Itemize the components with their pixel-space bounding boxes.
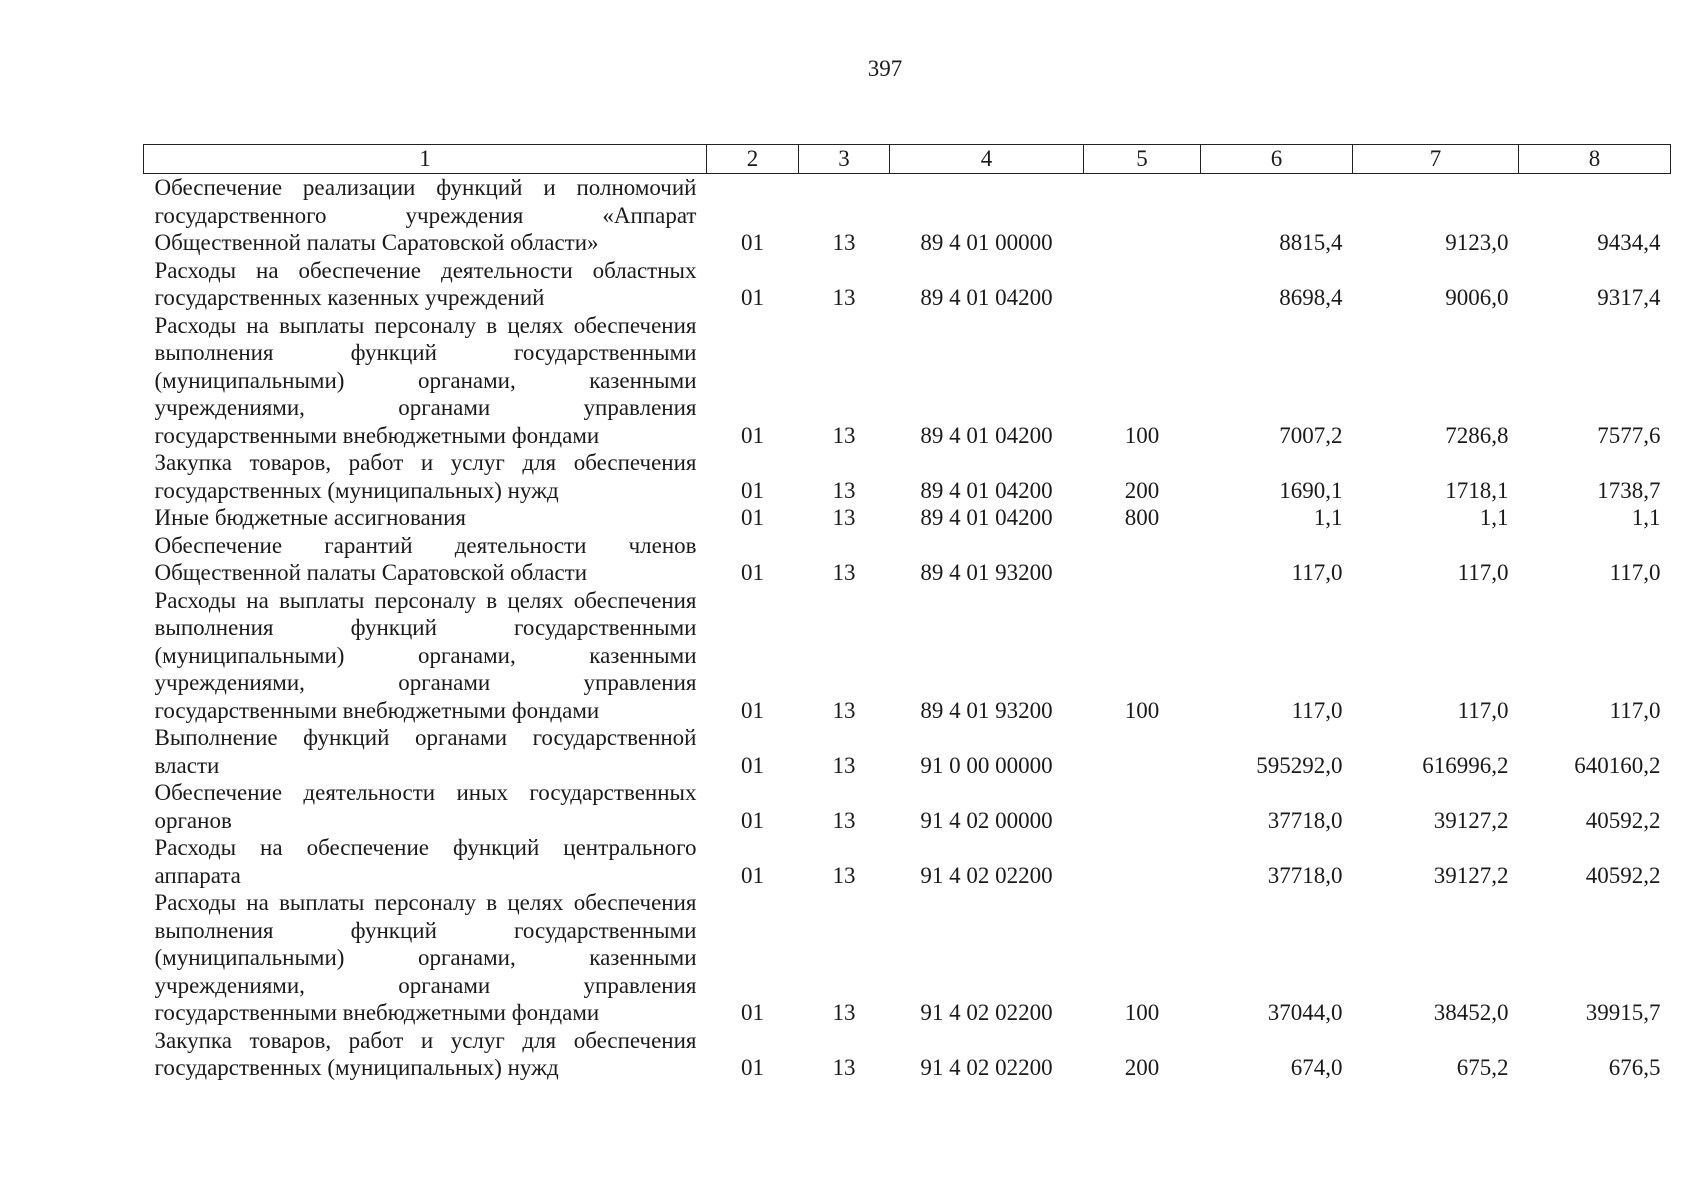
row-expense-type: 100	[1124, 422, 1160, 448]
row-name: Иные бюджетные ассигнования	[154, 505, 466, 530]
row-section: 01	[741, 285, 764, 310]
row-target-article: 89 4 01 00000	[920, 230, 1053, 255]
row-name: Расходы на выплаты персоналу в целях обеспечения выполнения функций государственными (муниципальными) органами, казенными учреждениями, органами управления государственными внебюджетными фондами	[154, 890, 697, 1025]
row-expense-type: 200	[1124, 1055, 1160, 1080]
row-subsection: 13	[832, 285, 856, 310]
row-target-article: 89 4 01 93200	[920, 560, 1053, 585]
header-col-4: 4	[890, 145, 1084, 174]
table-header	[144, 145, 1671, 174]
header-col-5: 5	[1084, 145, 1201, 174]
row-expense-type: 100	[1124, 1000, 1160, 1025]
row-expense-type	[1084, 174, 1201, 257]
header-col-8: 8	[1519, 145, 1671, 174]
row-subsection: 13	[832, 477, 856, 503]
row-section: 01	[741, 1055, 764, 1080]
row-amount-year-1: 595292,0	[1256, 752, 1343, 778]
row-amount-year-1: 117,0	[1291, 560, 1343, 585]
row-amount-year-3: 1738,7	[1597, 477, 1661, 503]
row-expense-type: 100	[1124, 697, 1160, 723]
row-section: 01	[741, 560, 764, 585]
table-row	[144, 724, 1671, 779]
row-amount-year-1: 37718,0	[1267, 807, 1343, 833]
table-row	[144, 174, 1671, 257]
row-subsection: 13	[832, 752, 856, 778]
row-subsection: 13	[832, 1000, 856, 1025]
row-target-article: 91 4 02 02200	[920, 862, 1053, 888]
row-expense-type	[1084, 779, 1201, 834]
table-row	[144, 587, 1671, 725]
row-amount-year-3: 7577,6	[1597, 422, 1661, 448]
row-name: Обеспечение гарантий деятельности членов Общественной палаты Саратовской области	[154, 532, 697, 585]
row-target-article: 89 4 01 93200	[920, 697, 1053, 723]
row-amount-year-2: 9123,0	[1445, 230, 1509, 255]
table-row	[144, 312, 1671, 450]
row-amount-year-3: 676,5	[1608, 1055, 1661, 1080]
row-subsection: 13	[832, 697, 856, 723]
row-expense-type: 200	[1124, 477, 1160, 503]
row-amount-year-3: 640160,2	[1574, 752, 1661, 778]
row-name: Расходы на выплаты персоналу в целях обеспечения выполнения функций государственными (муниципальными) органами, казенными учреждениями, органами управления государственными внебюджетными фондами	[154, 312, 697, 448]
row-amount-year-2: 9006,0	[1445, 285, 1509, 310]
row-name: Выполнение функций органами государственной власти	[154, 725, 697, 778]
row-amount-year-1: 7007,2	[1279, 422, 1343, 448]
row-subsection: 13	[832, 862, 856, 888]
row-amount-year-3: 9317,4	[1597, 285, 1661, 310]
row-section: 01	[741, 752, 764, 778]
table-row	[144, 257, 1671, 312]
row-amount-year-2: 39127,2	[1433, 807, 1509, 833]
table-row	[144, 1027, 1671, 1082]
row-section: 01	[741, 1000, 764, 1025]
row-target-article: 89 4 01 04200	[920, 422, 1053, 448]
table-row	[144, 504, 1671, 532]
header-col-7: 7	[1353, 145, 1519, 174]
row-section: 01	[741, 505, 764, 530]
row-section: 01	[741, 697, 764, 723]
row-name: Обеспечение реализации функций и полномочий государственного учреждения «Аппарат Общественной палаты Саратовской области»	[154, 175, 697, 255]
row-target-article: 89 4 01 04200	[920, 505, 1053, 530]
row-name: Расходы на обеспечение деятельности областных государственных казенных учреждений	[154, 257, 697, 310]
row-expense-type	[1084, 257, 1201, 312]
row-subsection: 13	[832, 505, 856, 530]
row-target-article: 91 0 00 00000	[920, 752, 1053, 778]
table-row	[144, 532, 1671, 587]
row-amount-year-2: 7286,8	[1445, 422, 1509, 448]
header-col-1: 1	[144, 145, 707, 174]
row-name: Закупка товаров, работ и услуг для обеспечения государственных (муниципальных) нужд	[154, 450, 697, 503]
page-number: 397	[867, 56, 903, 81]
row-section: 01	[741, 230, 764, 255]
row-name: Расходы на обеспечение функций центрального аппарата	[154, 835, 697, 888]
row-subsection: 13	[832, 422, 856, 448]
row-amount-year-1: 1690,1	[1279, 477, 1343, 503]
row-target-article: 91 4 02 02200	[920, 1055, 1053, 1080]
row-target-article: 91 4 02 00000	[920, 807, 1053, 833]
header-row	[144, 145, 1671, 174]
row-amount-year-3: 40592,2	[1585, 807, 1661, 833]
row-subsection: 13	[832, 1055, 856, 1080]
row-name: Обеспечение деятельности иных государственных органов	[154, 780, 697, 833]
row-amount-year-2: 1718,1	[1445, 477, 1509, 503]
row-subsection: 13	[832, 807, 856, 833]
row-section: 01	[741, 807, 764, 833]
row-amount-year-3: 117,0	[1609, 697, 1661, 723]
table-row	[144, 449, 1671, 504]
table-row	[144, 779, 1671, 834]
row-amount-year-3: 40592,2	[1585, 862, 1661, 888]
row-amount-year-2: 675,2	[1456, 1055, 1509, 1080]
table-body	[144, 174, 1671, 1082]
header-col-2: 2	[707, 145, 799, 174]
row-amount-year-2: 1,1	[1479, 505, 1509, 530]
budget-table	[143, 144, 1671, 1082]
row-expense-type	[1084, 724, 1201, 779]
row-amount-year-1: 117,0	[1291, 697, 1343, 723]
row-amount-year-3: 39915,7	[1585, 1000, 1661, 1025]
row-amount-year-1: 37044,0	[1267, 1000, 1343, 1025]
row-amount-year-1: 674,0	[1290, 1055, 1343, 1080]
row-amount-year-3: 117,0	[1609, 560, 1661, 585]
table-row	[144, 834, 1671, 889]
header-col-6: 6	[1201, 145, 1353, 174]
row-subsection: 13	[832, 560, 856, 585]
header-col-3: 3	[799, 145, 890, 174]
row-amount-year-1: 37718,0	[1267, 862, 1343, 888]
row-target-article: 89 4 01 04200	[920, 285, 1053, 310]
row-amount-year-2: 39127,2	[1433, 862, 1509, 888]
row-amount-year-2: 117,0	[1457, 697, 1509, 723]
row-target-article: 91 4 02 02200	[920, 1000, 1053, 1025]
row-amount-year-1: 1,1	[1313, 505, 1343, 530]
row-target-article: 89 4 01 04200	[920, 477, 1053, 503]
row-amount-year-3: 9434,4	[1597, 230, 1661, 255]
row-name: Закупка товаров, работ и услуг для обеспечения государственных (муниципальных) нужд	[154, 1027, 697, 1080]
row-section: 01	[741, 862, 764, 888]
row-expense-type	[1084, 834, 1201, 889]
row-amount-year-3: 1,1	[1631, 505, 1661, 530]
row-amount-year-2: 38452,0	[1433, 1000, 1509, 1025]
row-section: 01	[741, 477, 764, 503]
row-section: 01	[741, 422, 764, 448]
row-amount-year-2: 616996,2	[1422, 752, 1509, 778]
row-name: Расходы на выплаты персоналу в целях обеспечения выполнения функций государственными (муниципальными) органами, казенными учреждениями, органами управления государственными внебюджетными фондами	[154, 587, 697, 723]
row-amount-year-2: 117,0	[1457, 560, 1509, 585]
table-row	[144, 889, 1671, 1027]
row-expense-type: 800	[1124, 505, 1160, 530]
row-amount-year-1: 8698,4	[1279, 285, 1343, 310]
row-subsection: 13	[832, 230, 856, 255]
row-expense-type	[1084, 532, 1201, 587]
row-amount-year-1: 8815,4	[1279, 230, 1343, 255]
